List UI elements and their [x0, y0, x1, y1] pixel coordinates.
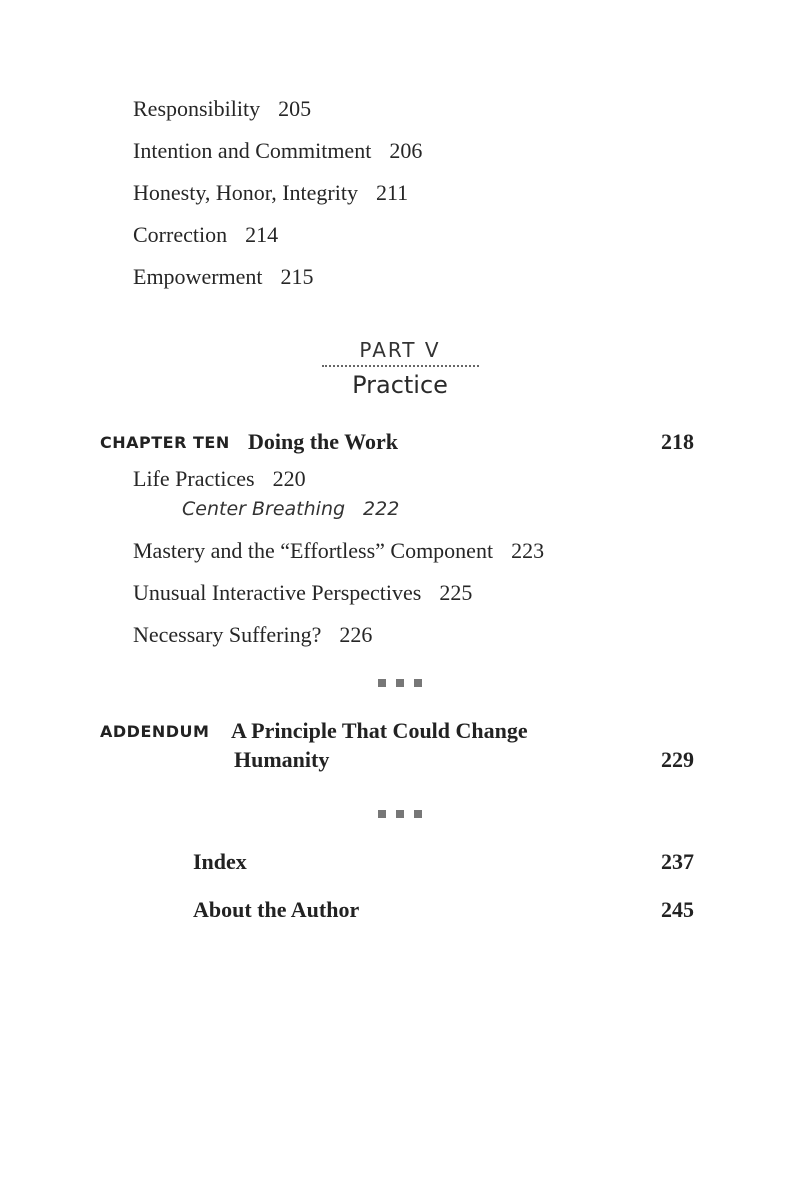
toc-entry-life-practices[interactable] — [133, 466, 306, 492]
toc-entry-unusual-interactive-perspectives[interactable] — [133, 580, 472, 606]
toc-entry-necessary-suffering[interactable] — [133, 622, 372, 648]
toc-entry-correction[interactable] — [133, 222, 278, 248]
toc-entry-page: 215 — [280, 264, 314, 289]
addendum-title-line2[interactable]: Humanity — [234, 747, 330, 772]
toc-subentry-center-breathing[interactable] — [182, 498, 399, 520]
section-separator — [0, 810, 800, 818]
toc-entry-title: Unusual Interactive Perspectives — [133, 580, 422, 605]
toc-entry-empowerment[interactable] — [133, 264, 314, 290]
toc-entry-title: Mastery and the “Effortless” Component — [133, 538, 494, 563]
addendum-label: ADDENDUM — [100, 722, 210, 741]
separator-square — [414, 810, 422, 818]
separator-square — [396, 679, 404, 687]
part-title: Practice — [352, 371, 448, 399]
toc-entry-page: 206 — [389, 138, 423, 163]
toc-entry-title: Life Practices — [133, 466, 255, 491]
back-matter-index[interactable]: Index — [193, 849, 247, 874]
toc-entry-page: 220 — [272, 466, 306, 491]
toc-entry-page: 214 — [245, 222, 279, 247]
toc-entry-title: Responsibility — [133, 96, 261, 121]
separator-square — [396, 810, 404, 818]
toc-entry-page: 205 — [278, 96, 312, 121]
part-label: PART V — [359, 338, 441, 362]
toc-entry-title: Correction — [133, 222, 228, 247]
toc-entry-page: 222 — [363, 498, 400, 520]
chapter-page-number: 218 — [661, 429, 694, 454]
toc-entry-page: 225 — [439, 580, 473, 605]
section-separator — [0, 679, 800, 687]
separator-square — [378, 679, 386, 687]
back-matter-about-the-author[interactable]: About the Author — [193, 897, 360, 922]
chapter-label: CHAPTER TEN — [100, 433, 230, 452]
separator-square — [414, 679, 422, 687]
toc-entry-mastery[interactable] — [133, 538, 544, 564]
toc-entry-title: Center Breathing — [182, 498, 346, 520]
separator-square — [378, 810, 386, 818]
back-matter-index-page: 237 — [661, 849, 694, 874]
toc-entry-title: Honesty, Honor, Integrity — [133, 180, 358, 205]
addendum-title-line1[interactable]: A Principle That Could Change — [231, 718, 528, 743]
toc-entry-title: Empowerment — [133, 264, 263, 289]
addendum-page-number: 229 — [661, 747, 694, 772]
toc-entry-page: 211 — [375, 180, 409, 205]
toc-entry-page: 226 — [339, 622, 373, 647]
part-divider — [322, 365, 479, 367]
toc-entry-honesty-honor-integrity[interactable] — [133, 180, 408, 206]
toc-entry-intention-and-commitment[interactable] — [133, 138, 422, 164]
toc-entry-title: Necessary Suffering? — [133, 622, 322, 647]
back-matter-about-the-author-page: 245 — [661, 897, 694, 922]
toc-entry-responsibility[interactable] — [133, 96, 311, 122]
chapter-title[interactable]: Doing the Work — [248, 429, 398, 454]
toc-entry-title: Intention and Commitment — [133, 138, 372, 163]
toc-entry-page: 223 — [511, 538, 545, 563]
